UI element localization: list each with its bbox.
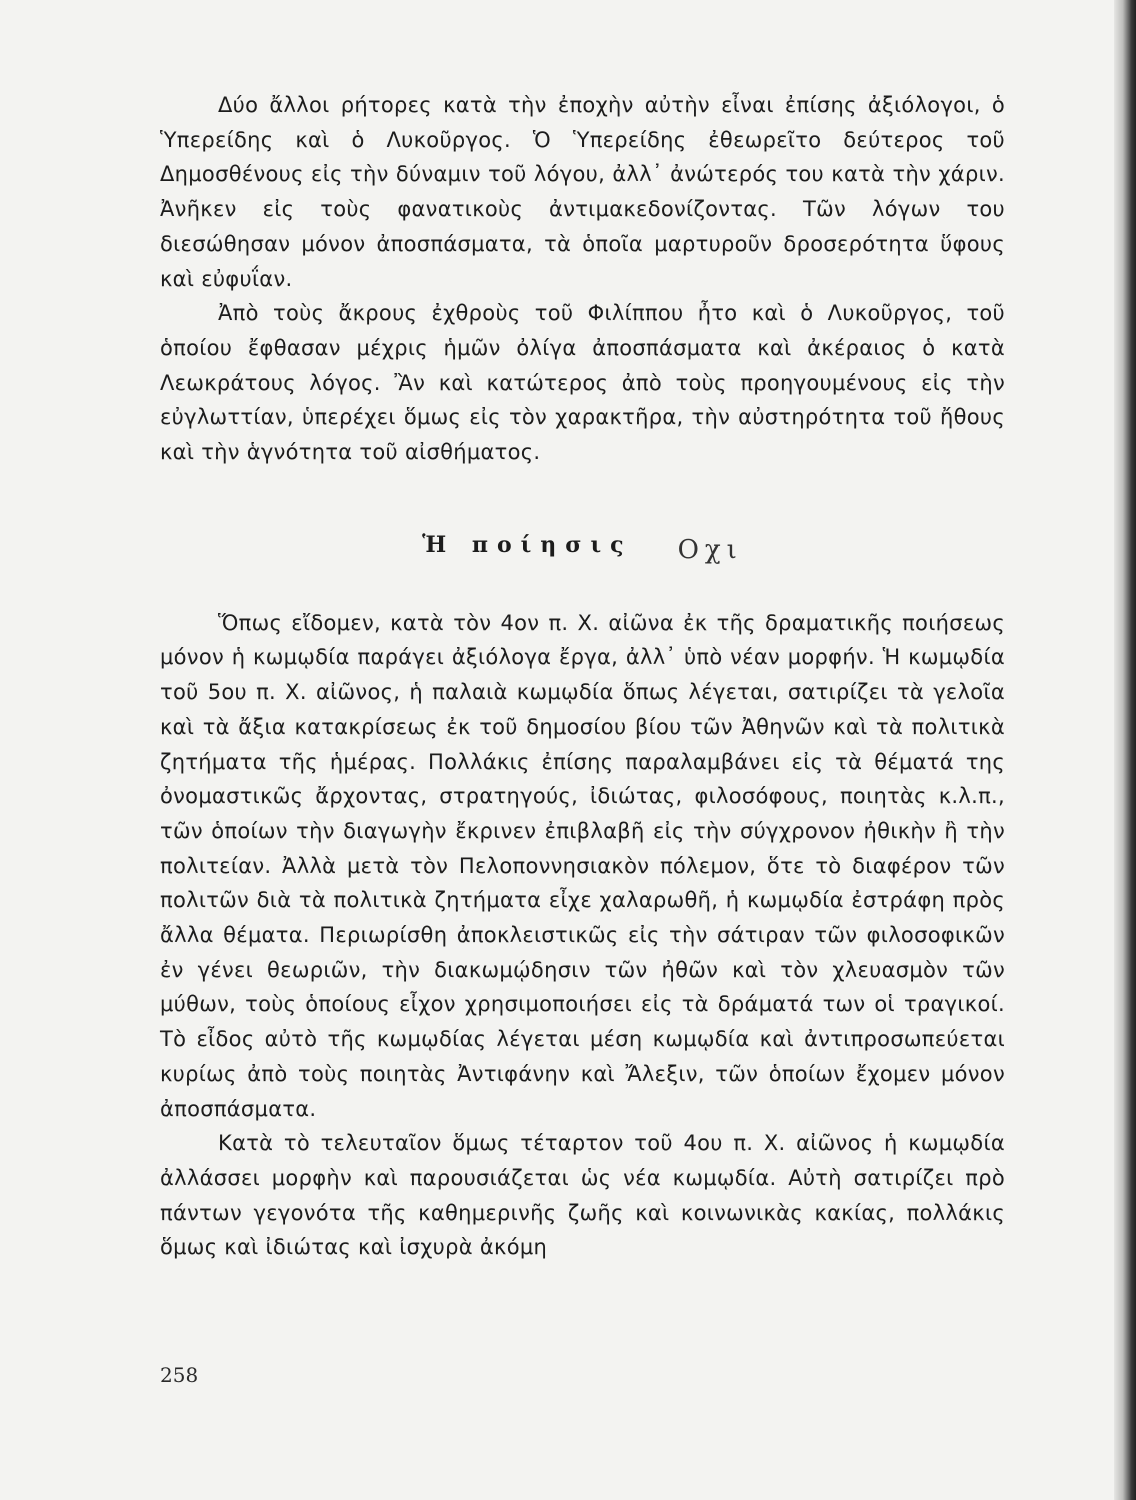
paragraph-comedy: Ὅπως εἴδομεν, κατὰ τὸν 4ον π. Χ. αἰῶνα ἐκ τῆς δραματικῆς ποιήσεως μόνον ἡ κωμῳδία παράγει ἀξιόλογα ἔργα, ἀλλ᾽ ὑπὸ νέαν μορφήν. Ἡ κωμῳδία τοῦ 5ου π. Χ. αἰῶνος, ἡ παλαιὰ κωμῳδία ὅπως λέγεται, σατιρίζει τὰ γελοῖα καὶ τὰ ἄξια κατακρίσεως ἐκ τοῦ δημοσίου βίου τῶν Ἀθηνῶν καὶ τὰ πολιτικὰ ζητήματα τῆς ἡμέρας. Πολλάκις ἐπίσης παραλαμβάνει εἰς τὰ θέματά της ὀνομαστικῶς ἄρχοντας, στρατηγούς, ἰδιώτας, φιλοσόφους, ποιητὰς κ.λ.π., τῶν ὁποίων τὴν διαγωγὴν ἔκρινεν ἐπιβλαβῆ εἰς τὴν σύγχρονον ἠθικὴν ἢ τὴν πολιτείαν. Ἀλλὰ μετὰ τὸν Πελοποννησιακὸν πόλεμον, ὅτε τὸ διαφέρον τῶν πολιτῶν διὰ τὰ πολιτικὰ ζητήματα εἶχε χαλαρωθῆ, ἡ κωμῳδία ἐστράφη πρὸς ἄλλα θέματα. Περιωρίσθη ἀποκλειστικῶς εἰς τὴν σάτιραν τῶν φιλοσοφικῶν ἐν γένει θεωριῶν, τὴν διακωμῴδησιν τῶν ἠθῶν καὶ τὸν χλευασμὸν τῶν μύθων, τοὺς ὁποίους εἶχον χρησιμοποιήσει εἰς τὰ δράματά των οἱ τραγικοί. Τὸ εἶδος αὐτὸ τῆς κωμῳδίας λέγεται μέση κωμῳδία καὶ ἀντιπροσωπεύεται κυρίως ἀπὸ τοὺς ποιητὰς Ἀντιφάνην καὶ Ἄλεξιν, τῶν ὁποίων ἔχομεν μόνον ἀποσπάσματα.: [160, 610, 1005, 1121]
book-page-text: [160, 88, 1005, 1265]
paragraph-new-comedy: Κατὰ τὸ τελευταῖον ὅμως τέταρτον τοῦ 4ου π. Χ. αἰῶνος ἡ κωμῳδία ἀλλάσσει μορφὴν καὶ παρουσιάζεται ὡς νέα κωμῳδία. Αὐτὴ σατιρίζει πρὸ πάντων γεγονότα τῆς καθημερινῆς ζωῆς καὶ κοινωνικὰς κακίας, πολλάκις ὅμως καὶ ἰδιώτας καὶ ἰσχυρὰ ἀκόμη: [160, 1131, 1005, 1260]
section-title: Ἡ ποίησις: [422, 531, 633, 558]
handwritten-annotation: Οχι: [677, 534, 743, 565]
page-number: 258: [160, 1363, 199, 1387]
page-edge-shadow: [1114, 0, 1136, 1500]
paragraph-lycurgus: Ἀπὸ τοὺς ἄκρους ἐχθροὺς τοῦ Φιλίππου ἦτο καὶ ὁ Λυκοῦργος, τοῦ ὁποίου ἔφθασαν μέχρις ἡμῶν ὀλίγα ἀποσπάσματα καὶ ἀκέραιος ὁ κατὰ Λεωκράτους λόγος. Ἂν καὶ κατώτερος ἀπὸ τοὺς προηγουμένους εἰς τὴν εὐγλωττίαν, ὑπερέχει ὅμως εἰς τὸν χαρακτῆρα, τὴν αὐστηρότητα τοῦ ἤθους καὶ τὴν ἁγνότητα τοῦ αἰσθήματος.: [160, 301, 1005, 465]
section-heading: [160, 528, 1005, 568]
paragraph-orators: Δύο ἄλλοι ρήτορες κατὰ τὴν ἐποχὴν αὐτὴν εἶναι ἐπίσης ἀξιόλογοι, ὁ Ὑπερείδης καὶ ὁ Λυκοῦργος. Ὁ Ὑπερείδης ἐθεωρεῖτο δεύτερος τοῦ Δημοσθένους εἰς τὴν δύναμιν τοῦ λόγου, ἀλλ᾽ ἀνώτερός του κατὰ τὴν χάριν. Ἀνῆκεν εἰς τοὺς φανατικοὺς ἀντιμακεδονίζοντας. Τῶν λόγων του διεσώθησαν μόνον ἀποσπάσματα, τὰ ὁποῖα μαρτυροῦν δροσερότητα ὕφους καὶ εὐφυΐαν.: [160, 93, 1005, 291]
